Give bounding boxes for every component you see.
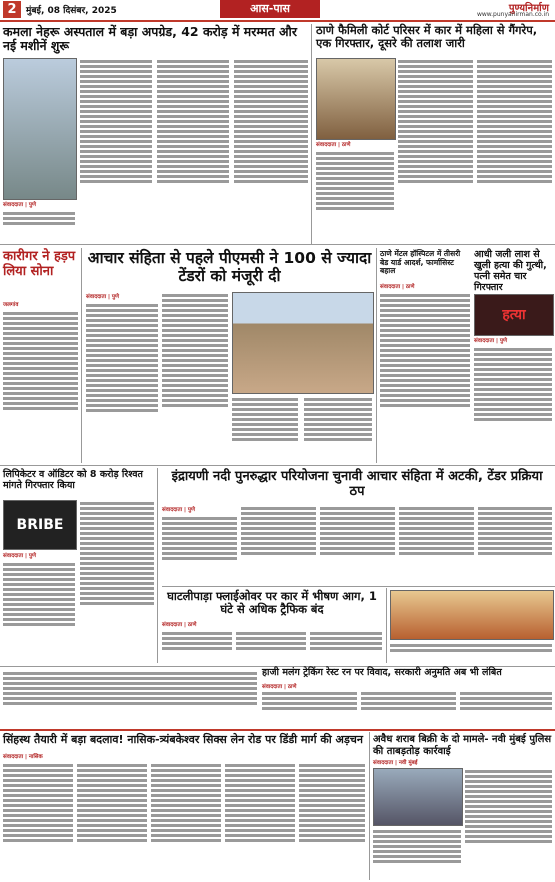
section-title: आस-पास [220, 0, 320, 18]
simhastha-headline: सिंहस्थ तैयारी में बड़ा बदलाव! नासिक-त्र्यंबकेश्वर सिक्स लेन रोड पर डिंडी मार्ग की अड़चन [3, 733, 363, 746]
achar-body-1 [86, 302, 158, 462]
achar-body-2 [162, 292, 228, 462]
indrayani-byline: संवाददाता | पुणे [162, 507, 195, 513]
kamla-body-1 [3, 210, 75, 240]
hospital-headline: ठाणे मेंटल हॉस्पिटल में तीसरी बेड यार्ड आदर्श, फार्मासिस्ट बहाल [380, 249, 461, 276]
avaidh-photo [373, 768, 463, 826]
clerk-body-1 [3, 561, 75, 661]
ghatkopar-body-1 [162, 630, 232, 662]
karigar-byline: जलगांव [3, 302, 19, 308]
achar-photo [232, 292, 374, 394]
clerk-headline: लिपिकेटर व ऑडिटर को 8 करोड़ रिश्वत मांगते गिरफ्तार किया [3, 469, 143, 491]
indrayani-body-5 [478, 505, 552, 583]
kamla-byline: संवाददाता | पुणे [3, 202, 36, 208]
avaidh-byline: संवाददाता | नवी मुंबई [373, 760, 418, 766]
murder-graphic: हत्या [474, 294, 554, 336]
column-divider [311, 24, 312, 244]
column-divider [376, 248, 377, 463]
kamla-headline: कमला नेहरू अस्पताल में बड़ा अपग्रेड, 42 करोड़ में मरम्मत और नई मशीनें शुरू [3, 24, 297, 54]
hospital-body [380, 292, 470, 462]
page-number: 2 [3, 1, 21, 18]
hospital-byline: संवाददाता | ठाणे [380, 284, 415, 290]
page-header [0, 0, 555, 22]
fire-caption [390, 642, 552, 662]
simhastha-body-4 [225, 762, 295, 880]
kamla-body-4 [234, 58, 308, 240]
row-divider [0, 465, 555, 466]
achar-body-3 [232, 396, 298, 462]
indrayani-headline: इंद्रायणी नदी पुनरुद्धार परियोजना चुनावी आचार संहिता में अटकी, टेंडर प्रक्रिया ठप [171, 469, 543, 499]
bribe-graphic: BRIBE [3, 500, 77, 550]
simhastha-body-3 [151, 762, 221, 880]
row-divider [0, 244, 555, 245]
thane-byline: संवाददाता | ठाणे [316, 142, 351, 148]
clerk-byline: संवाददाता | पुणे [3, 553, 36, 559]
column-divider [386, 588, 387, 663]
hazi-headline: हाजी मलंग ट्रेकिंग रेस्ट रन पर विवाद, सरकारी अनुमति अब भी लंबित [262, 667, 502, 678]
ghatkopar-byline: संवाददाता | ठाणे [162, 622, 197, 628]
kamla-photo [3, 58, 77, 200]
avaidh-headline: अवैध शराब बिक्री के दो मामले- नवी मुंबई पुलिस की ताबड़तोड़ कार्रवाई [373, 734, 552, 757]
simhastha-body-2 [77, 762, 147, 880]
kamla-body-2 [80, 58, 152, 240]
indrayani-body-1 [162, 515, 237, 583]
simhastha-byline: संवाददाता | नासिक [3, 754, 43, 760]
ghatkopar-body-2 [236, 630, 306, 662]
column-divider [157, 468, 158, 663]
ghatkopar-body-3 [310, 630, 382, 662]
column-divider [81, 248, 82, 463]
indrayani-body-2 [241, 505, 316, 583]
row-divider [162, 586, 555, 587]
thane-headline: ठाणे फैमिली कोर्ट परिसर में कार में महिला से गैंगरेप, एक गिरफ्तार, दूसरे की तलाश जारी [316, 23, 538, 51]
indrayani-body-3 [320, 505, 395, 583]
kamla-body-3 [157, 58, 229, 240]
simhastha-body-5 [299, 762, 365, 880]
thane-body-2 [398, 58, 473, 240]
clerk-continued [3, 670, 257, 726]
website: www.punyanirman.co.in [476, 11, 549, 18]
indrayani-body-4 [399, 505, 474, 583]
thane-body-1 [316, 150, 394, 240]
aadhi-headline: आधी जली लाश से खुली हत्या की गुत्थी, पत्नी समेत चार गिरफ्तार [474, 249, 547, 293]
fire-photo [390, 590, 554, 640]
hazi-body-2 [361, 690, 456, 726]
simhastha-body-1 [3, 762, 73, 880]
hazi-byline: संवाददाता | ठाणे [262, 684, 297, 690]
achar-byline: संवाददाता | पुणे [86, 294, 119, 300]
clerk-body-2 [80, 500, 154, 660]
aadhi-byline: संवाददाता | पुणे [474, 338, 507, 344]
thane-body-3 [477, 58, 552, 240]
column-divider [369, 732, 370, 880]
avaidh-body-2 [465, 768, 552, 880]
avaidh-body-1 [373, 828, 461, 880]
achar-headline: आचार संहिता से पहले पीएमसी ने 100 से ज्यादा टेंडरों को मंजूरी दी [87, 249, 372, 285]
ghatkopar-headline: घाटलीपाड़ा फ्लाईओवर पर कार में भीषण आग, 1 घंटे से अधिक ट्रैफिक बंद [167, 589, 377, 617]
page-date: मुंबई, 08 दिसंबर, 2025 [26, 6, 117, 16]
karigar-headline: कारीगर ने हड़प लिया सोना [3, 249, 76, 279]
achar-body-4 [304, 396, 372, 462]
brand-name: पुण्यनिर्माण [508, 3, 549, 14]
row-divider [0, 729, 555, 731]
karigar-body [3, 310, 78, 460]
hazi-body-3 [460, 690, 552, 726]
thane-photo [316, 58, 396, 140]
hazi-body-1 [262, 690, 357, 726]
aadhi-body [474, 346, 552, 462]
